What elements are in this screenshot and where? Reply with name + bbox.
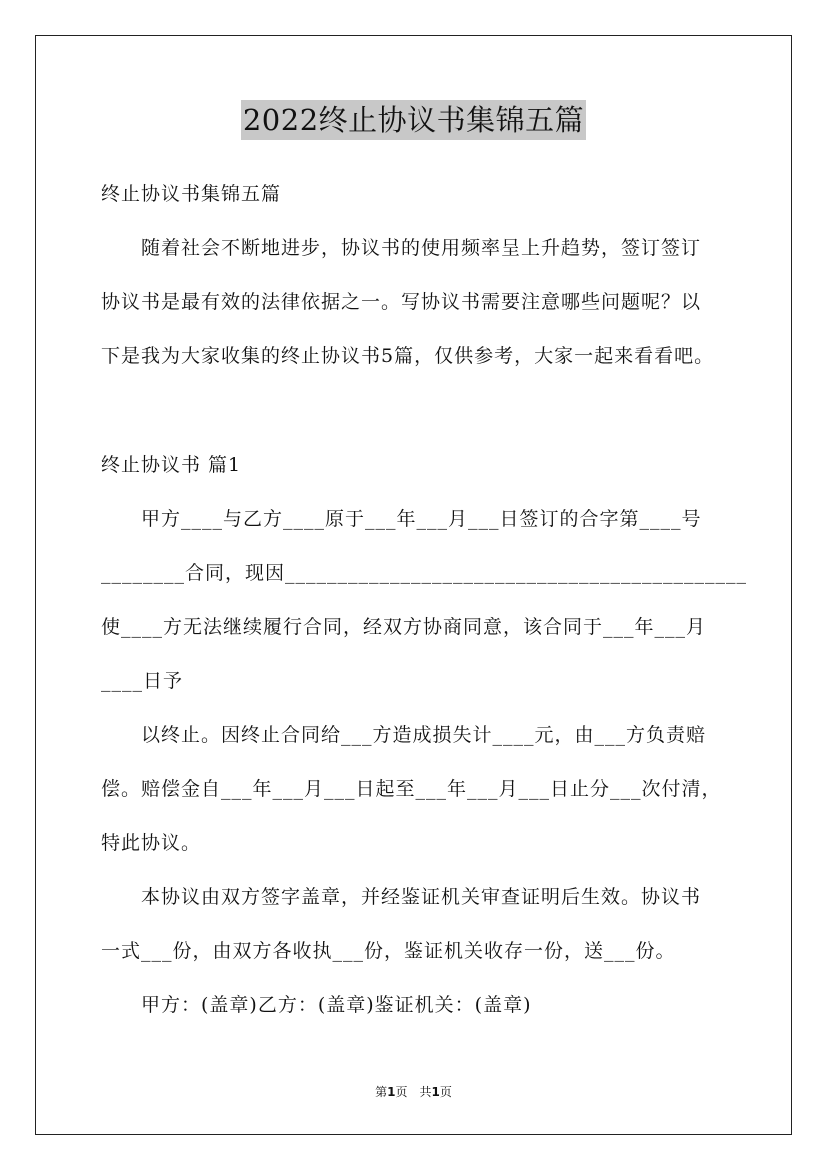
paragraph-line: ____日予: [101, 670, 184, 692]
section-heading: 终止协议书 篇1: [101, 454, 242, 476]
title-container: [0, 100, 827, 140]
footer-suffix: 页: [439, 1085, 452, 1099]
paragraph-line: 偿。赔偿金自___年___月___日起至___年___月___日止分___次付清，: [101, 778, 722, 800]
total-page-number: 1: [431, 1085, 440, 1099]
page-footer: [0, 1084, 827, 1100]
current-page-number: 1: [387, 1085, 396, 1099]
document-title: 2022终止协议书集锦五篇: [241, 100, 586, 140]
paragraph-line: 一式___份，由双方各收执___份，鉴证机关收存一份，送___份。: [101, 940, 676, 962]
paragraph-line: 随着社会不断地进步，协议书的使用频率呈上升趋势，签订签订: [101, 237, 702, 259]
paragraph-line: 本协议由双方签字盖章，并经鉴证机关审查证明后生效。协议书: [101, 886, 702, 908]
paragraph-line: 协议书是最有效的法律依据之一。写协议书需要注意哪些问题呢？以: [101, 291, 702, 313]
paragraph-line: 甲方____与乙方____原于___年___月___日签订的合字第____号: [101, 508, 702, 530]
footer-prefix: 第: [375, 1085, 388, 1099]
subtitle: 终止协议书集锦五篇: [101, 183, 282, 205]
footer-mid: 页 共: [395, 1085, 432, 1099]
paragraph-line: 下是我为大家收集的终止协议书5篇，仅供参考，大家一起来看看吧。: [101, 345, 715, 367]
signature-line: 甲方：(盖章)乙方：(盖章)鉴证机关：(盖章): [101, 994, 532, 1016]
paragraph-line: 特此协议。: [101, 832, 202, 854]
paragraph-line: ________合同，现因____________________________________________: [101, 562, 748, 584]
paragraph-line: 以终止。因终止合同给___方造成损失计____元，由___方负责赔: [101, 724, 707, 746]
paragraph-line: 使____方无法继续履行合同，经双方协商同意，该合同于___年___月: [101, 616, 707, 638]
